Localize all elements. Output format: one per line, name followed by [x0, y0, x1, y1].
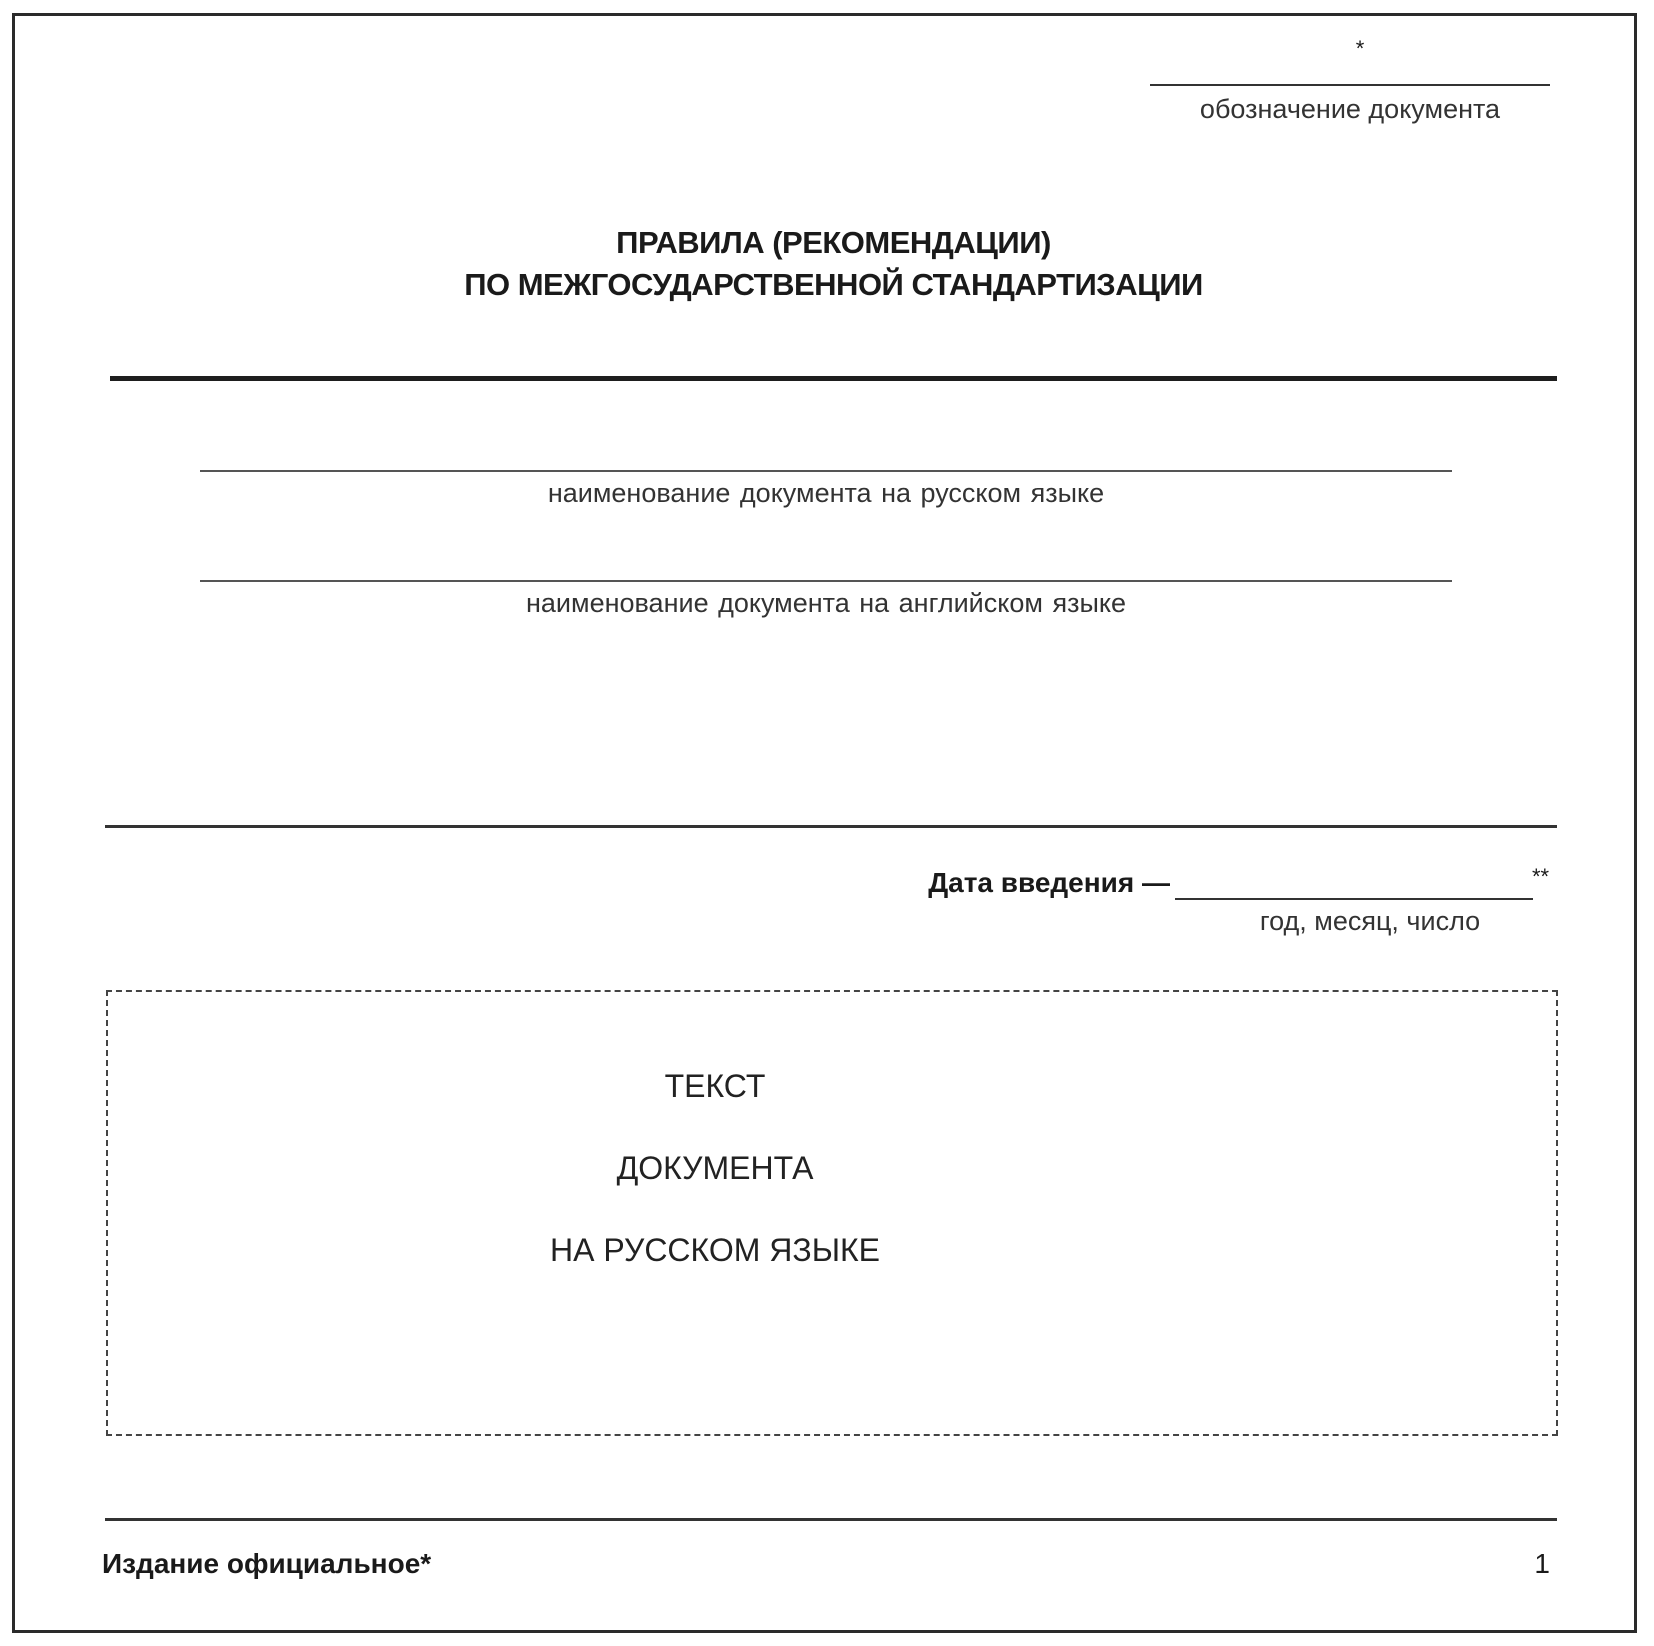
footer-divider: [105, 1518, 1557, 1521]
designation-caption: обозначение документа: [1199, 94, 1501, 124]
section-divider: [105, 825, 1557, 828]
russian-name-caption: наименование документа на русском языке: [547, 478, 1105, 508]
body-text-line-2: ДОКУМЕНТА: [616, 1150, 814, 1186]
russian-name-line: [200, 470, 1452, 472]
title-line-1: ПРАВИЛА (РЕКОМЕНДАЦИИ): [616, 225, 1051, 260]
english-name-caption: наименование документа на английском языке: [526, 588, 1126, 618]
title-line-2: ПО МЕЖГОСУДАРСТВЕННОЙ СТАНДАРТИЗАЦИИ: [464, 267, 1203, 302]
designation-line: [1150, 84, 1550, 86]
document-text-box: [106, 990, 1558, 1436]
document-title: [100, 222, 1567, 306]
body-text-line-3: НА РУССКОМ ЯЗЫКЕ: [550, 1232, 880, 1268]
english-name-line: [200, 580, 1452, 582]
date-asterisks: **: [1532, 864, 1550, 889]
edition-label: Издание официальное*: [102, 1548, 432, 1579]
page-number: 1: [1534, 1548, 1550, 1579]
designation-asterisk: *: [1355, 36, 1365, 61]
date-label: Дата введения —: [928, 867, 1170, 898]
date-caption: год, месяц, число: [1259, 906, 1481, 936]
title-divider: [110, 376, 1557, 381]
body-text-line-1: ТЕКСТ: [664, 1068, 766, 1104]
date-field-line: [1175, 898, 1533, 900]
